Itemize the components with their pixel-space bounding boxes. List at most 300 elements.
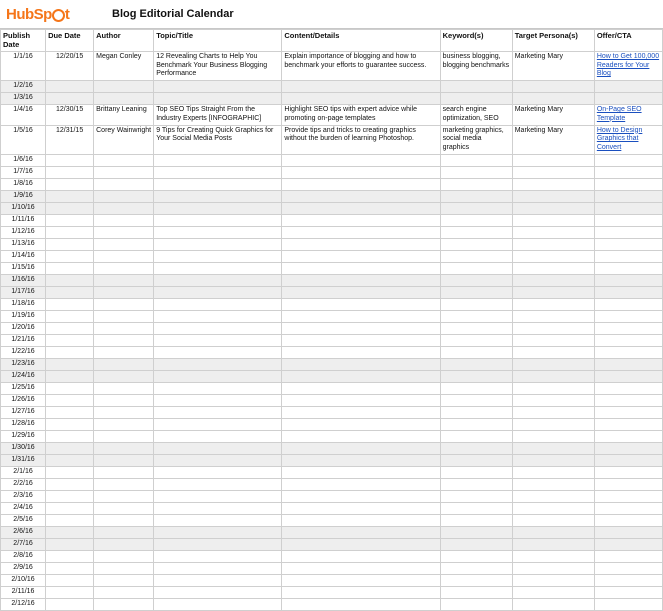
cell-topic-title (154, 286, 282, 298)
cell-due-date (46, 262, 94, 274)
table-row[interactable] (1, 406, 663, 418)
cell-content-details (282, 418, 440, 430)
cell-author (94, 238, 154, 250)
cell-topic-title (154, 178, 282, 190)
cell-content-details (282, 250, 440, 262)
cell-keywords (440, 430, 512, 442)
cell-content-details (282, 202, 440, 214)
cell-keywords (440, 190, 512, 202)
cell-author (94, 274, 154, 286)
cell-target-personas: Marketing Mary (512, 105, 594, 126)
cell-target-personas (512, 382, 594, 394)
cell-due-date (46, 226, 94, 238)
cell-due-date: 12/31/15 (46, 125, 94, 154)
cell-target-personas (512, 442, 594, 454)
cell-topic-title (154, 430, 282, 442)
cell-keywords (440, 490, 512, 502)
column-header-author: Author (94, 30, 154, 52)
offer-cta-link[interactable]: How to Design Graphics that Convert (596, 126, 643, 151)
cell-topic-title (154, 370, 282, 382)
cell-offer-cta (594, 526, 662, 538)
cell-topic-title (154, 502, 282, 514)
cell-publish-date: 1/13/16 (1, 238, 46, 250)
cell-author (94, 454, 154, 466)
cell-due-date (46, 586, 94, 598)
cell-author (94, 81, 154, 93)
cell-due-date (46, 358, 94, 370)
table-row[interactable] (1, 526, 663, 538)
cell-publish-date: 1/29/16 (1, 430, 46, 442)
cell-due-date (46, 310, 94, 322)
cell-target-personas (512, 274, 594, 286)
cell-content-details (282, 178, 440, 190)
cell-due-date (46, 574, 94, 586)
cell-due-date: 12/30/15 (46, 105, 94, 126)
cell-target-personas (512, 526, 594, 538)
table-row[interactable] (1, 562, 663, 574)
table-row[interactable] (1, 454, 663, 466)
cell-keywords (440, 334, 512, 346)
table-row[interactable] (1, 190, 663, 202)
cell-offer-cta (594, 586, 662, 598)
table-row[interactable] (1, 478, 663, 490)
cell-keywords (440, 322, 512, 334)
cell-target-personas (512, 502, 594, 514)
cell-offer-cta (594, 574, 662, 586)
cell-topic-title (154, 466, 282, 478)
cell-keywords (440, 442, 512, 454)
cell-topic-title (154, 322, 282, 334)
cell-due-date (46, 514, 94, 526)
table-row[interactable] (1, 370, 663, 382)
table-row[interactable] (1, 250, 663, 262)
cell-offer-cta[interactable] (594, 125, 662, 154)
cell-topic-title (154, 562, 282, 574)
cell-publish-date: 2/1/16 (1, 466, 46, 478)
cell-author (94, 550, 154, 562)
table-row[interactable] (1, 125, 663, 154)
cell-content-details (282, 346, 440, 358)
cell-due-date (46, 550, 94, 562)
cell-author (94, 358, 154, 370)
cell-offer-cta (594, 598, 662, 610)
cell-due-date (46, 418, 94, 430)
cell-offer-cta (594, 514, 662, 526)
cell-topic-title (154, 166, 282, 178)
cell-content-details (282, 190, 440, 202)
cell-target-personas (512, 406, 594, 418)
cell-keywords (440, 598, 512, 610)
cell-target-personas (512, 334, 594, 346)
cell-target-personas (512, 310, 594, 322)
cell-publish-date: 1/24/16 (1, 370, 46, 382)
cell-content-details (282, 358, 440, 370)
editorial-calendar-table (0, 29, 663, 611)
cell-topic-title (154, 454, 282, 466)
table-row[interactable] (1, 51, 663, 80)
table-header-row (1, 30, 663, 52)
column-header-publish-date: Publish Date (1, 30, 46, 52)
cell-author (94, 322, 154, 334)
cell-keywords (440, 93, 512, 105)
cell-publish-date: 1/15/16 (1, 262, 46, 274)
cell-target-personas: Marketing Mary (512, 51, 594, 80)
cell-due-date (46, 202, 94, 214)
column-header-content-details: Content/Details (282, 30, 440, 52)
table-row[interactable] (1, 202, 663, 214)
cell-offer-cta (594, 178, 662, 190)
cell-author (94, 93, 154, 105)
cell-author (94, 406, 154, 418)
cell-target-personas (512, 81, 594, 93)
cell-publish-date: 1/21/16 (1, 334, 46, 346)
cell-keywords (440, 562, 512, 574)
table-row[interactable] (1, 442, 663, 454)
cell-keywords (440, 526, 512, 538)
cell-content-details (282, 454, 440, 466)
table-row[interactable] (1, 514, 663, 526)
cell-topic-title (154, 382, 282, 394)
cell-content-details (282, 514, 440, 526)
cell-target-personas (512, 454, 594, 466)
cell-topic-title (154, 190, 282, 202)
cell-offer-cta (594, 430, 662, 442)
cell-offer-cta (594, 238, 662, 250)
cell-publish-date: 1/12/16 (1, 226, 46, 238)
cell-target-personas (512, 262, 594, 274)
cell-topic-title (154, 358, 282, 370)
cell-topic-title (154, 310, 282, 322)
cell-keywords (440, 466, 512, 478)
cell-content-details (282, 214, 440, 226)
cell-content-details (282, 406, 440, 418)
cell-keywords (440, 274, 512, 286)
table-row[interactable] (1, 81, 663, 93)
cell-target-personas (512, 514, 594, 526)
cell-offer-cta (594, 346, 662, 358)
cell-due-date (46, 166, 94, 178)
cell-author (94, 586, 154, 598)
cell-keywords (440, 514, 512, 526)
cell-author (94, 310, 154, 322)
cell-offer-cta[interactable] (594, 51, 662, 80)
cell-target-personas (512, 93, 594, 105)
cell-target-personas (512, 574, 594, 586)
table-row[interactable] (1, 358, 663, 370)
cell-target-personas (512, 430, 594, 442)
cell-keywords (440, 81, 512, 93)
table-row[interactable] (1, 166, 663, 178)
table-row[interactable] (1, 154, 663, 166)
cell-offer-cta (594, 358, 662, 370)
cell-content-details (282, 81, 440, 93)
cell-topic-title (154, 586, 282, 598)
cell-target-personas (512, 586, 594, 598)
cell-offer-cta (594, 81, 662, 93)
cell-keywords (440, 502, 512, 514)
app-header (0, 0, 663, 29)
cell-topic-title (154, 514, 282, 526)
table-row[interactable] (1, 226, 663, 238)
cell-publish-date: 1/22/16 (1, 346, 46, 358)
cell-author (94, 202, 154, 214)
cell-keywords (440, 298, 512, 310)
cell-offer-cta (594, 202, 662, 214)
column-header-offer-cta: Offer/CTA (594, 30, 662, 52)
cell-target-personas (512, 490, 594, 502)
cell-target-personas (512, 562, 594, 574)
cell-offer-cta (594, 562, 662, 574)
table-row[interactable] (1, 394, 663, 406)
cell-content-details (282, 334, 440, 346)
table-row[interactable] (1, 214, 663, 226)
cell-topic-title: 9 Tips for Creating Quick Graphics for Your Social Media Posts (154, 125, 282, 154)
cell-publish-date: 1/3/16 (1, 93, 46, 105)
cell-target-personas (512, 214, 594, 226)
cell-target-personas (512, 202, 594, 214)
cell-keywords: business blogging, blogging benchmarks (440, 51, 512, 80)
cell-publish-date: 2/6/16 (1, 526, 46, 538)
cell-due-date (46, 154, 94, 166)
cell-due-date (46, 238, 94, 250)
cell-due-date (46, 322, 94, 334)
cell-topic-title (154, 214, 282, 226)
offer-cta-link[interactable]: How to Get 100,000 Readers for Your Blog (596, 52, 660, 78)
cell-target-personas (512, 418, 594, 430)
cell-keywords (440, 214, 512, 226)
table-row[interactable] (1, 262, 663, 274)
cell-offer-cta[interactable] (594, 105, 662, 126)
cell-keywords (440, 382, 512, 394)
cell-content-details (282, 238, 440, 250)
cell-offer-cta (594, 394, 662, 406)
table-row[interactable] (1, 310, 663, 322)
table-row[interactable] (1, 105, 663, 126)
cell-publish-date: 2/7/16 (1, 538, 46, 550)
table-row[interactable] (1, 418, 663, 430)
cell-author (94, 418, 154, 430)
table-row[interactable] (1, 238, 663, 250)
cell-publish-date: 1/28/16 (1, 418, 46, 430)
cell-target-personas (512, 550, 594, 562)
cell-author (94, 190, 154, 202)
cell-content-details (282, 562, 440, 574)
cell-offer-cta (594, 382, 662, 394)
cell-topic-title: 12 Revealing Charts to Help You Benchmark Your Business Blogging Performance (154, 51, 282, 80)
cell-target-personas (512, 370, 594, 382)
cell-publish-date: 1/9/16 (1, 190, 46, 202)
cell-content-details (282, 286, 440, 298)
table-row[interactable] (1, 430, 663, 442)
table-row[interactable] (1, 274, 663, 286)
table-row[interactable] (1, 178, 663, 190)
cell-due-date (46, 598, 94, 610)
cell-publish-date: 1/25/16 (1, 382, 46, 394)
cell-due-date (46, 502, 94, 514)
cell-target-personas (512, 598, 594, 610)
cell-content-details (282, 442, 440, 454)
cell-keywords (440, 262, 512, 274)
cell-due-date (46, 406, 94, 418)
table-header (1, 30, 663, 52)
cell-author (94, 298, 154, 310)
cell-keywords (440, 478, 512, 490)
table-row[interactable] (1, 286, 663, 298)
cell-author (94, 538, 154, 550)
cell-offer-cta (594, 466, 662, 478)
cell-content-details (282, 526, 440, 538)
cell-target-personas (512, 298, 594, 310)
cell-offer-cta (594, 370, 662, 382)
cell-publish-date: 1/2/16 (1, 81, 46, 93)
table-row[interactable] (1, 574, 663, 586)
cell-offer-cta (594, 286, 662, 298)
cell-due-date: 12/20/15 (46, 51, 94, 80)
table-row[interactable] (1, 346, 663, 358)
logo-text-right: t (64, 5, 70, 23)
offer-cta-link[interactable]: On-Page SEO Template (596, 106, 642, 122)
cell-publish-date: 1/7/16 (1, 166, 46, 178)
cell-topic-title (154, 574, 282, 586)
cell-keywords (440, 166, 512, 178)
table-row[interactable] (1, 334, 663, 346)
cell-author (94, 214, 154, 226)
cell-publish-date: 2/5/16 (1, 514, 46, 526)
cell-due-date (46, 286, 94, 298)
cell-author (94, 370, 154, 382)
cell-publish-date: 1/14/16 (1, 250, 46, 262)
cell-content-details (282, 382, 440, 394)
table-row[interactable] (1, 322, 663, 334)
table-row[interactable] (1, 538, 663, 550)
cell-topic-title (154, 418, 282, 430)
cell-author (94, 250, 154, 262)
cell-keywords (440, 550, 512, 562)
table-row[interactable] (1, 502, 663, 514)
cell-publish-date: 2/8/16 (1, 550, 46, 562)
cell-publish-date: 2/11/16 (1, 586, 46, 598)
cell-target-personas (512, 178, 594, 190)
cell-due-date (46, 250, 94, 262)
cell-offer-cta (594, 418, 662, 430)
cell-author (94, 430, 154, 442)
cell-publish-date: 1/20/16 (1, 322, 46, 334)
table-row[interactable] (1, 550, 663, 562)
cell-target-personas (512, 478, 594, 490)
table-row[interactable] (1, 298, 663, 310)
cell-content-details (282, 298, 440, 310)
cell-due-date (46, 370, 94, 382)
cell-keywords (440, 250, 512, 262)
table-row[interactable] (1, 598, 663, 610)
cell-publish-date: 1/23/16 (1, 358, 46, 370)
hubspot-sprocket-icon (52, 9, 65, 22)
cell-author: Brittany Leaning (94, 105, 154, 126)
cell-offer-cta (594, 478, 662, 490)
cell-content-details (282, 93, 440, 105)
cell-topic-title (154, 334, 282, 346)
cell-topic-title (154, 346, 282, 358)
cell-author (94, 442, 154, 454)
cell-content-details: Provide tips and tricks to creating graphics without the burden of learning Photoshop. (282, 125, 440, 154)
cell-content-details (282, 466, 440, 478)
cell-due-date (46, 454, 94, 466)
cell-content-details (282, 538, 440, 550)
cell-offer-cta (594, 538, 662, 550)
table-row[interactable] (1, 586, 663, 598)
cell-keywords (440, 454, 512, 466)
cell-author (94, 490, 154, 502)
cell-topic-title (154, 238, 282, 250)
table-row[interactable] (1, 466, 663, 478)
cell-offer-cta (594, 490, 662, 502)
cell-target-personas (512, 358, 594, 370)
cell-publish-date: 2/2/16 (1, 478, 46, 490)
cell-target-personas (512, 394, 594, 406)
cell-due-date (46, 334, 94, 346)
cell-publish-date: 1/18/16 (1, 298, 46, 310)
cell-topic-title (154, 93, 282, 105)
table-row[interactable] (1, 93, 663, 105)
cell-offer-cta (594, 406, 662, 418)
cell-author (94, 478, 154, 490)
cell-offer-cta (594, 166, 662, 178)
cell-author (94, 346, 154, 358)
column-header-target-personas: Target Persona(s) (512, 30, 594, 52)
cell-keywords (440, 370, 512, 382)
cell-author (94, 334, 154, 346)
cell-due-date (46, 274, 94, 286)
cell-publish-date: 1/8/16 (1, 178, 46, 190)
cell-keywords (440, 538, 512, 550)
cell-offer-cta (594, 226, 662, 238)
cell-keywords (440, 574, 512, 586)
cell-publish-date: 1/17/16 (1, 286, 46, 298)
cell-author (94, 514, 154, 526)
cell-content-details: Explain importance of blogging and how to benchmark your efforts to guarantee success. (282, 51, 440, 80)
cell-due-date (46, 394, 94, 406)
table-row[interactable] (1, 382, 663, 394)
cell-author (94, 562, 154, 574)
cell-keywords (440, 358, 512, 370)
cell-publish-date: 1/6/16 (1, 154, 46, 166)
cell-author (94, 262, 154, 274)
cell-author: Corey Wainwright (94, 125, 154, 154)
cell-publish-date: 1/1/16 (1, 51, 46, 80)
cell-due-date (46, 430, 94, 442)
cell-due-date (46, 478, 94, 490)
cell-publish-date: 1/30/16 (1, 442, 46, 454)
cell-topic-title (154, 154, 282, 166)
cell-topic-title (154, 226, 282, 238)
table-row[interactable] (1, 490, 663, 502)
cell-target-personas (512, 226, 594, 238)
cell-content-details (282, 310, 440, 322)
cell-content-details (282, 490, 440, 502)
cell-publish-date: 1/31/16 (1, 454, 46, 466)
cell-keywords (440, 586, 512, 598)
cell-publish-date: 1/26/16 (1, 394, 46, 406)
cell-offer-cta (594, 550, 662, 562)
cell-author (94, 526, 154, 538)
cell-publish-date: 1/5/16 (1, 125, 46, 154)
column-header-topic-title: Topic/Title (154, 30, 282, 52)
cell-due-date (46, 81, 94, 93)
cell-topic-title (154, 250, 282, 262)
cell-content-details (282, 262, 440, 274)
cell-target-personas (512, 538, 594, 550)
cell-keywords (440, 406, 512, 418)
